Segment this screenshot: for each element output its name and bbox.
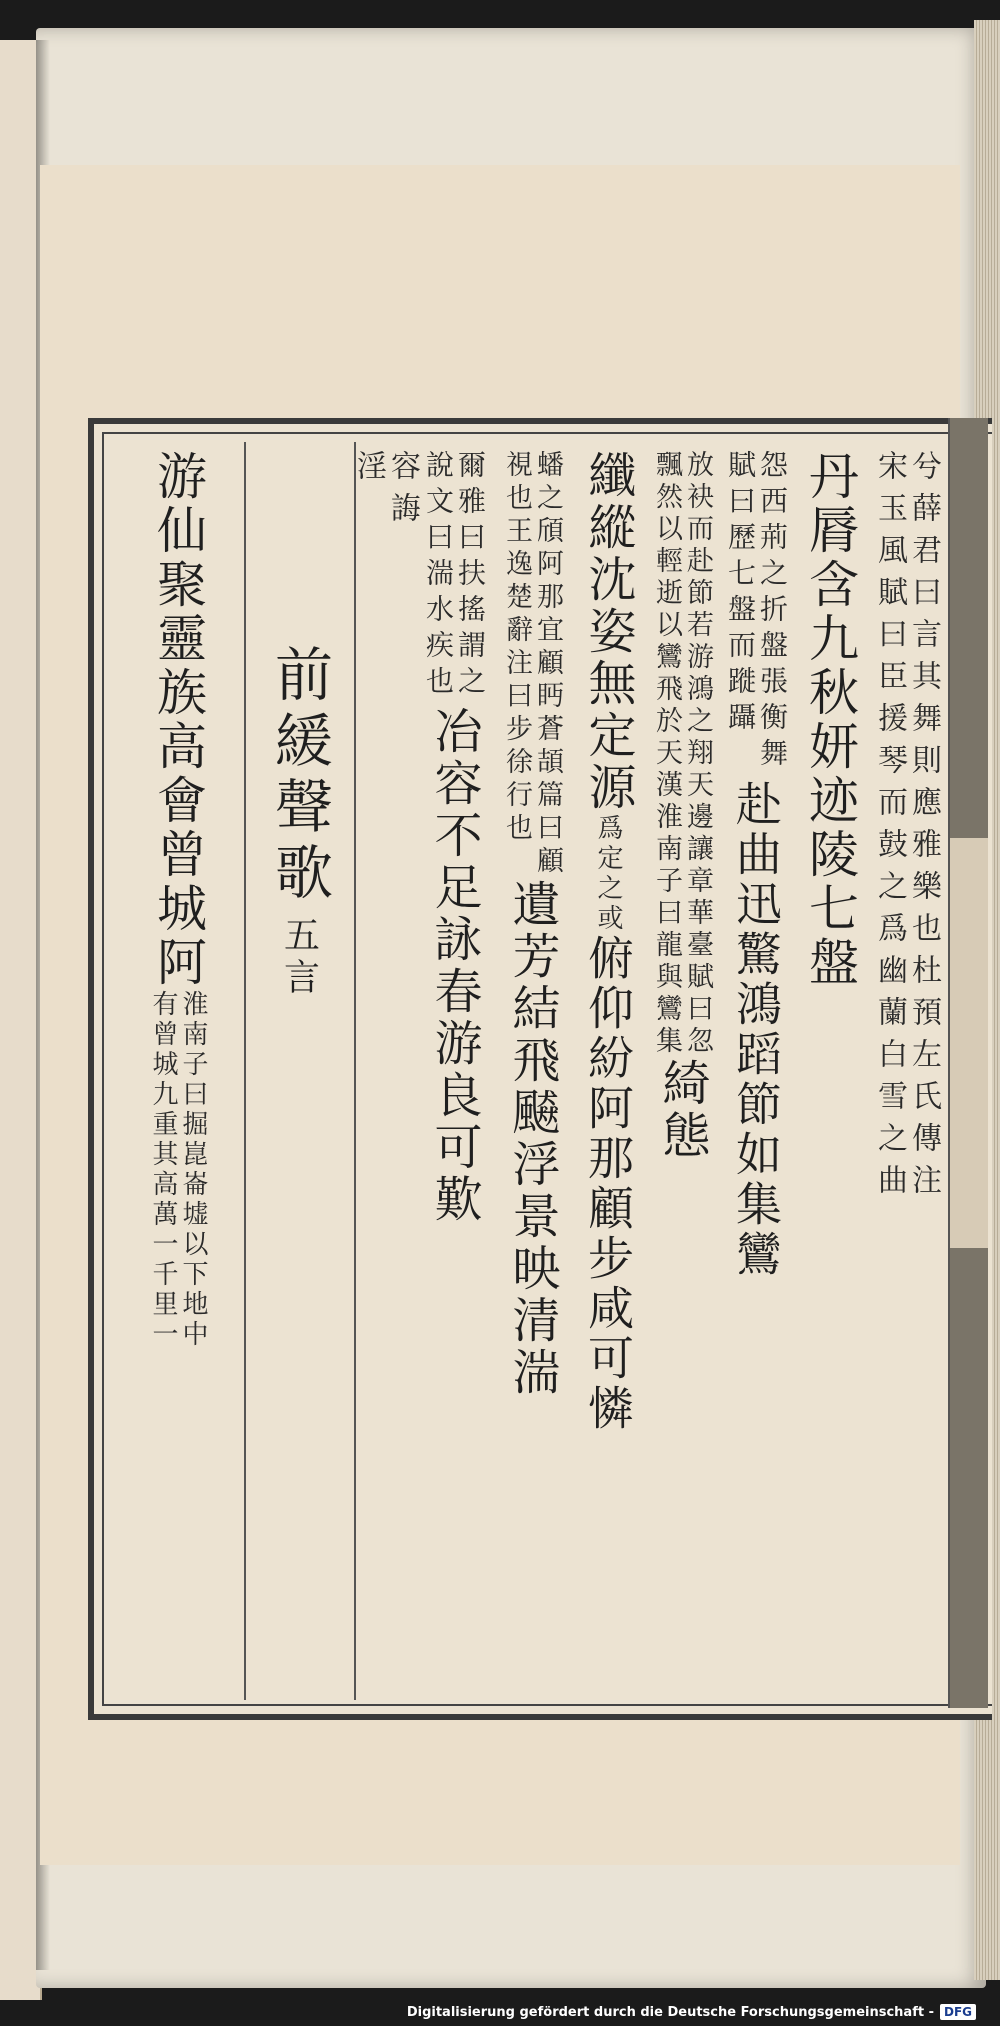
verse-line: 游仙聚靈族高會曾城阿 [149,450,207,990]
verse-line: 纖縱沈姿無定源 [580,450,636,814]
fold-mark-bottom [950,1248,988,1708]
commentary-pair [150,990,206,1350]
commentary-left: 視也王逸楚辭注曰步徐行也 [501,450,532,846]
verse-line: 丹脣含九秋妍迹陵七盤 [801,450,859,990]
text-column-8 [351,450,420,1694]
commentary-right: 容誨 [385,450,420,534]
text-column-7 [416,450,492,1694]
commentary-right: 兮薛君曰言其舞則應雅樂也杜預左氏傳注 [906,450,941,1206]
poem-form: 五言 [278,916,320,1000]
text-column-3 [720,450,792,1694]
text-column-6 [494,450,570,1694]
commentary-right: 蟠之頎阿那宜顧眄蒼頡篇曰顧 [532,450,563,879]
verse-line: 冶容不足詠春游良可歎 [426,706,482,1226]
commentary-left: 飄然以輕逝以鸞飛於天漢淮南子曰龍與鸞集 [651,450,682,1058]
text-column-9 [114,450,242,1694]
poem-title: 前緩聲歌 [265,644,333,908]
fold-margin [948,418,988,1708]
commentary-pair [503,450,561,879]
commentary-pair [422,450,487,702]
commentary-inline: 爲定之或 [593,814,623,934]
commentary-left: 宋玉風賦曰臣援琴而鼓之爲幽蘭白雪之曲 [872,450,907,1206]
text-column-4 [646,450,718,1694]
commentary-left: 有曾城九重其高萬一千里一 [148,990,178,1350]
commentary-right: 怨西荊之折盤張衡舞 [756,450,789,774]
commentary-pair [724,450,789,774]
commentary-left: 說文曰湍水疾也 [422,450,455,702]
title-column [244,644,354,1694]
credit-text: Digitalisierung gefördert durch die Deutsche Forschungsgemeinschaft - [406,2004,934,2020]
text-frame [88,418,992,1720]
commentary-pair [872,450,941,1206]
commentary-right: 放袂而赴節若游鴻之翔天邊讓章華臺賦曰忽 [682,450,713,1058]
verse-line: 綺態 [654,1058,710,1162]
dfg-logo: DFG [940,2004,976,2020]
text-column-1 [866,450,946,1694]
text-column-5 [572,450,644,1694]
verse-line: 赴曲迅驚鴻蹈節如集鸞 [729,780,783,1280]
digitization-credit [407,2004,976,2020]
fold-mark-top [950,418,988,838]
commentary-left: 賦曰歷七盤而蹝躡 [724,450,757,738]
verse-line: 遺芳結飛飇浮景映清湍 [504,879,560,1399]
commentary-left: 淫 [351,450,386,492]
commentary-pair [653,450,711,1058]
text-column-2 [794,450,866,1694]
verse-line: 俯仰紛阿那顧步咸可憐 [581,934,635,1434]
commentary-right: 淮南子曰掘崑崙墟以下地中 [178,990,208,1350]
commentary-pair [351,450,420,534]
commentary-right: 爾雅曰扶搖謂之 [454,450,487,702]
